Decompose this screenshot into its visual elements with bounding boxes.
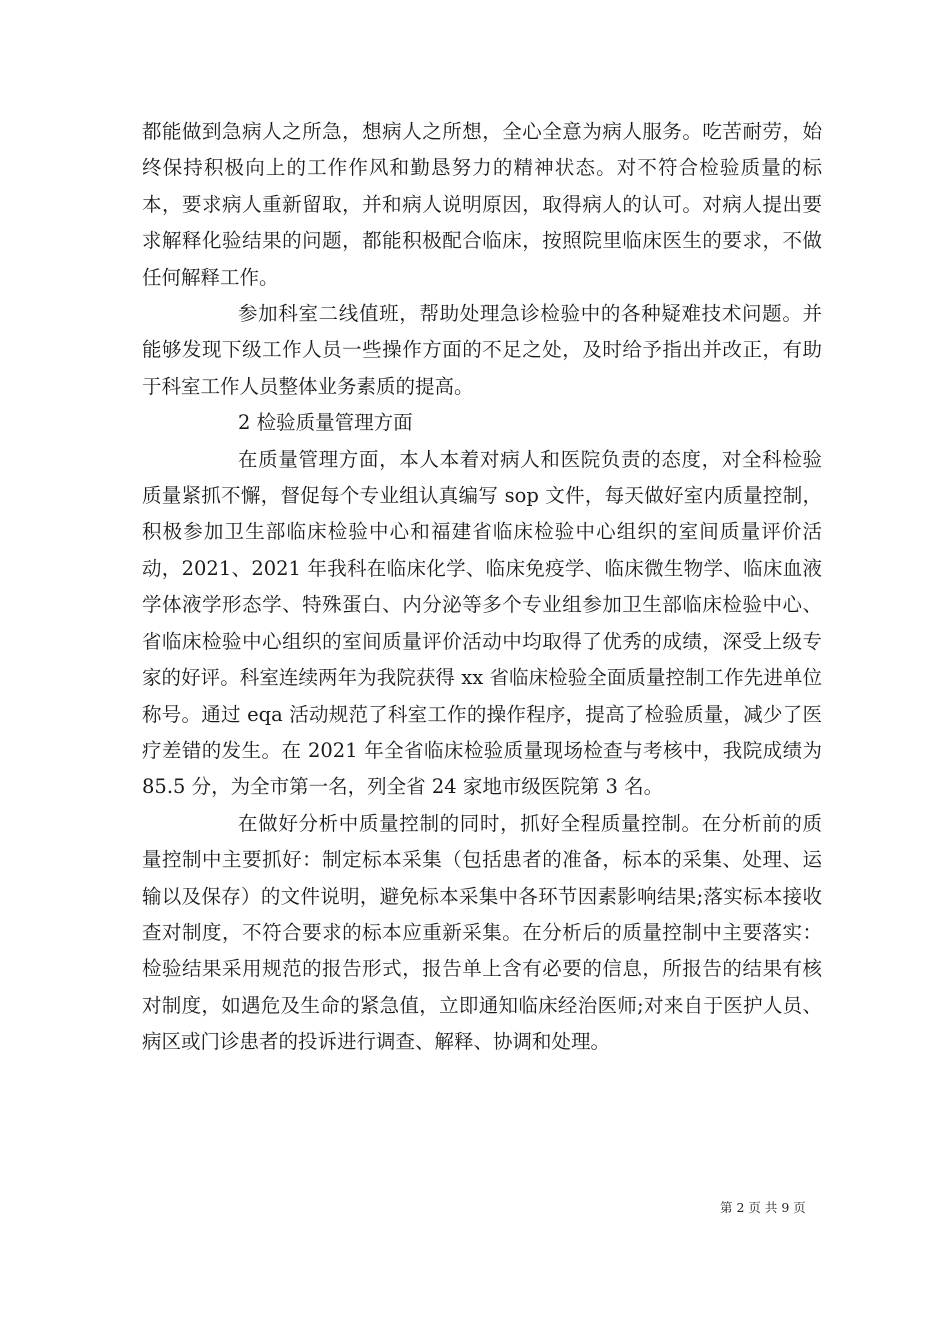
page-number-footer: 第 2 页 共 9 页 (720, 1200, 806, 1215)
document-body (142, 114, 822, 1061)
paragraph-quality-management: 在质量管理方面，本人本着对病人和医院负责的态度，对全科检验质量紧抓不懈，督促每个专业组认真编写 sop 文件，每天做好室内质量控制，积极参加卫生部临床检验中心和福建省临床检验中心组织的室间质量评价活动，2021、2021 年我科在临床化学、临床免疫学、临床微生物学、临床血液学体液学形态学、特殊蛋白、内分泌等多个专业组参加卫生部临床检验中心、省临床检验中心组织的室间质量评价活动中均取得了优秀的成绩，深受上级专家的好评。科室连续两年为我院获得 xx 省临床检验全面质量控制工作先进单位称号。通过 eqa 活动规范了科室工作的操作程序，提高了检验质量，减少了医疗差错的发生。在 2021 年全省临床检验质量现场检查与考核中，我院成绩为 85.5 分，为全市第一名，列全省 24 家地市级医院第 3 名。 (142, 447, 822, 799)
paragraph-duty-shift: 参加科室二线值班，帮助处理急诊检验中的各种疑难技术问题。并能够发现下级工作人员一些操作方面的不足之处，及时给予指出并改正，有助于科室工作人员整体业务素质的提高。 (142, 302, 822, 398)
paragraph-full-process-control: 在做好分析中质量控制的同时，抓好全程质量控制。在分析前的质量控制中主要抓好：制定标本采集（包括患者的准备，标本的采集、处理、运输以及保存）的文件说明，避免标本采集中各环节因素影响结果;落实标本接收查对制度，不符合要求的标本应重新采集。在分析后的质量控制中主要落实：检验结果采用规范的报告形式，报告单上含有必要的信息，所报告的结果有核对制度，如遇危及生命的紧急值，立即通知临床经治医师;对来自于医护人员、病区或门诊患者的投诉进行调查、解释、协调和处理。 (142, 811, 822, 1054)
paragraph-service-attitude: 都能做到急病人之所急，想病人之所想，全心全意为病人服务。吃苦耐劳，始终保持积极向上的工作作风和勤恳努力的精神状态。对不符合检验质量的标本，要求病人重新留取，并和病人说明原因，取得病人的认可。对病人提出要求解释化验结果的问题，都能积极配合临床，按照院里临床医生的要求，不做任何解释工作。 (142, 120, 822, 289)
section-heading-quality-management: 2 检验质量管理方面 (238, 411, 413, 435)
